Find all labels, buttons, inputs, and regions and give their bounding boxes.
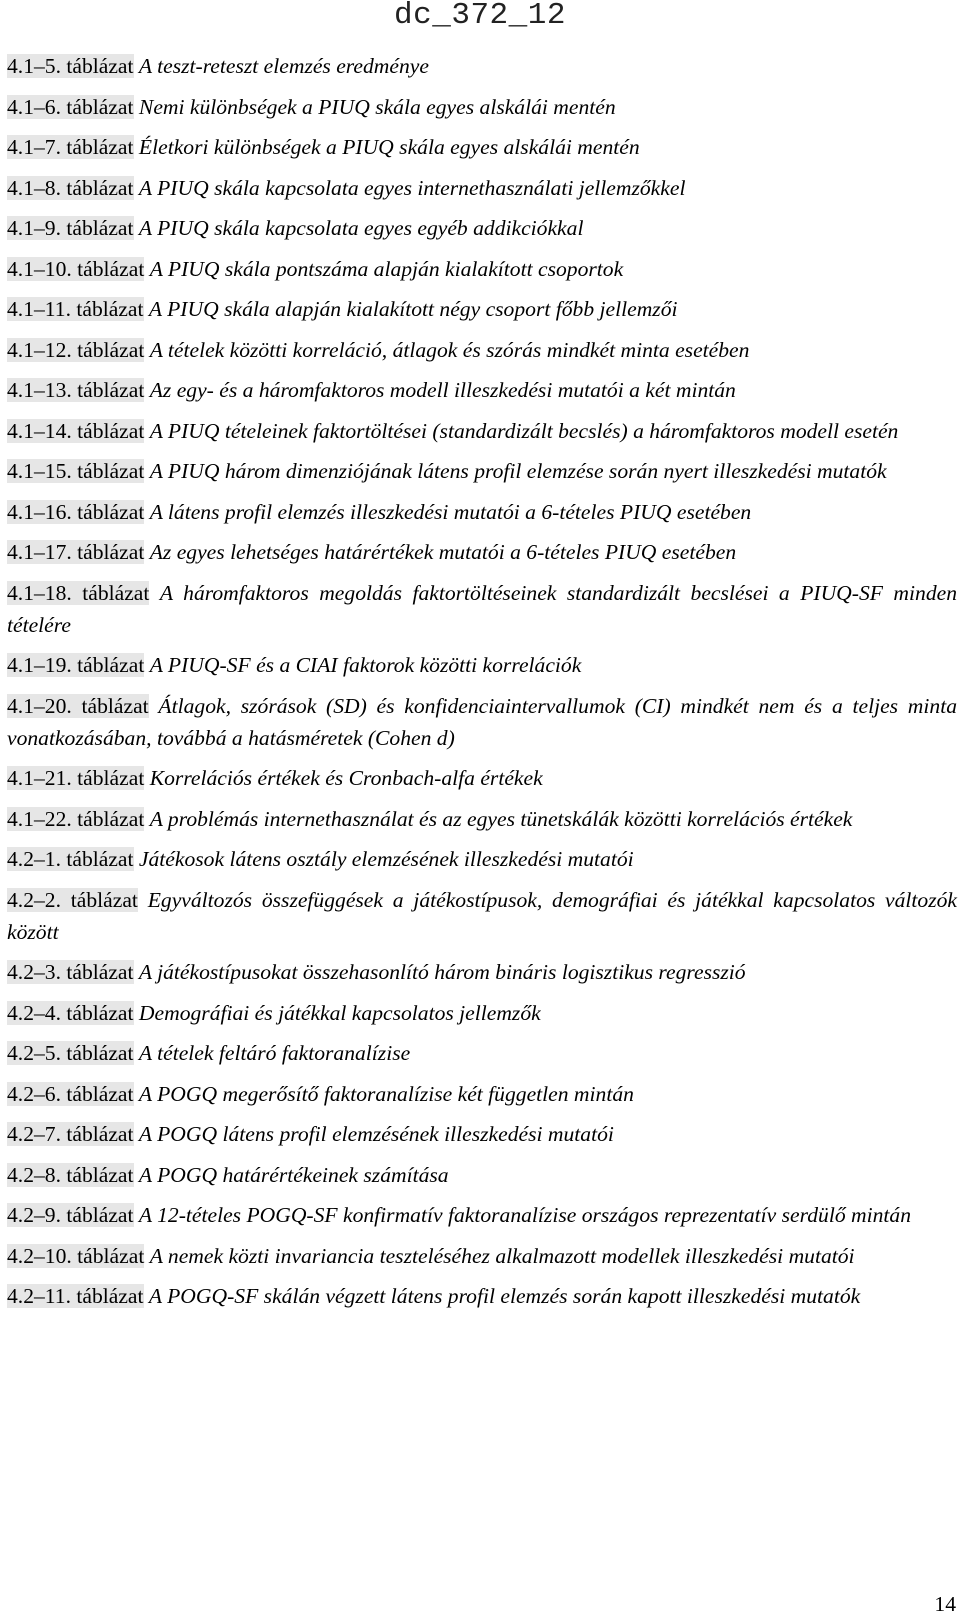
table-number-label: 4.1–6. táblázat (7, 94, 134, 119)
table-caption: Korrelációs értékek és Cronbach-alfa értékek (149, 766, 543, 790)
table-caption: Életkori különbségek a PIUQ skála egyes alskálái mentén (138, 135, 640, 159)
table-list-item[interactable] (7, 131, 957, 163)
table-caption: Átlagok, szórások (SD) és konfidenciaintervallumok (CI) mindkét nem és a teljes minta vonatkozásában, továbbá a hatásméretek (Cohen d) (7, 693, 957, 750)
table-number-label: 4.1–20. táblázat (7, 693, 149, 718)
table-number-label: 4.2–10. táblázat (7, 1243, 145, 1268)
table-caption: Nemi különbségek a PIUQ skála egyes alskálái mentén (138, 94, 616, 119)
table-caption: A PIUQ skála kapcsolata egyes internethasználati jellemzőkkel (138, 175, 686, 200)
table-caption: Játékosok látens osztály elemzésének illeszkedési mutatói (138, 847, 634, 871)
table-caption: A problémás internethasználat és az egyes tünetskálák közötti korrelációs értékek (149, 806, 853, 831)
table-number-label: 4.1–22. táblázat (7, 806, 145, 831)
table-list-item[interactable] (7, 1240, 957, 1272)
table-number-label: 4.2–7. táblázat (7, 1122, 134, 1146)
table-caption: A POGQ-SF skálán végzett látens profil elemzés során kapott illeszkedési mutatók (148, 1284, 861, 1308)
table-caption: A PIUQ három dimenziójának látens profil elemzése során nyert illeszkedési mutatók (149, 459, 887, 483)
table-number-label: 4.1–14. táblázat (7, 418, 145, 443)
table-list-item[interactable] (7, 334, 957, 366)
table-caption: A PIUQ skála kapcsolata egyes egyéb addikciókkal (138, 216, 584, 240)
table-caption: A látens profil elemzés illeszkedési mutatói a 6-tételes PIUQ esetében (149, 499, 752, 524)
table-list-item[interactable] (7, 690, 957, 754)
table-list-item[interactable] (7, 172, 957, 204)
table-number-label: 4.1–7. táblázat (7, 135, 134, 159)
table-number-label: 4.2–5. táblázat (7, 1041, 134, 1065)
table-caption: A játékostípusokat összehasonlító három bináris logisztikus regresszió (138, 960, 746, 984)
table-list-item[interactable] (7, 1078, 957, 1110)
table-caption: A POGQ látens profil elemzésének illeszkedési mutatói (138, 1122, 614, 1146)
table-number-label: 4.2–2. táblázat (7, 887, 138, 912)
table-caption: A tételek feltáró faktoranalízise (138, 1041, 411, 1065)
document-id-header: dc_372_12 (394, 0, 566, 33)
table-list-item[interactable] (7, 496, 957, 528)
table-list-item[interactable] (7, 293, 957, 325)
table-number-label: 4.1–11. táblázat (7, 297, 144, 321)
table-number-label: 4.1–21. táblázat (7, 766, 145, 790)
table-caption: A POGQ határértékeinek számítása (138, 1162, 449, 1187)
table-caption: Az egy- és a háromfaktoros modell illeszkedési mutatói a két mintán (149, 378, 736, 402)
table-list-item[interactable] (7, 536, 957, 568)
table-list-item[interactable] (7, 1118, 957, 1150)
table-list-item[interactable] (7, 374, 957, 406)
table-caption: A PIUQ skála alapján kialakított négy csoport főbb jellemzői (148, 297, 678, 321)
table-list-item[interactable] (7, 253, 957, 285)
table-caption: A PIUQ skála pontszáma alapján kialakított csoportok (149, 256, 624, 281)
table-list-item[interactable] (7, 1280, 957, 1312)
table-number-label: 4.1–8. táblázat (7, 175, 134, 200)
table-list-item[interactable] (7, 803, 957, 835)
table-caption: Egyváltozós összefüggések a játékostípusok, demográfiai és játékkal kapcsolatos változók között (7, 887, 958, 944)
table-list-item[interactable] (7, 843, 957, 875)
table-list-item[interactable] (7, 1199, 957, 1231)
table-list (7, 50, 957, 1321)
table-caption: A PIUQ-SF és a CIAI faktorok közötti korrelációk (149, 653, 582, 677)
table-number-label: 4.2–1. táblázat (7, 847, 134, 871)
page-number: 14 (934, 1592, 956, 1616)
table-number-label: 4.1–16. táblázat (7, 499, 145, 524)
table-caption: A háromfaktoros megoldás faktortöltéseinek standardizált becslései a PIUQ-SF minden tételére (7, 580, 958, 637)
table-caption: A tételek közötti korreláció, átlagok és szórás mindkét minta esetében (149, 337, 750, 362)
table-list-item[interactable] (7, 577, 957, 641)
table-list-item[interactable] (7, 455, 957, 487)
table-caption: A 12-tételes POGQ-SF konfirmatív faktoranalízise országos reprezentatív serdülő mintán (138, 1203, 912, 1227)
table-number-label: 4.1–18. táblázat (7, 580, 150, 605)
table-caption: A teszt-reteszt elemzés eredménye (138, 54, 429, 78)
table-list-item[interactable] (7, 212, 957, 244)
table-list-item[interactable] (7, 415, 957, 447)
table-list-item[interactable] (7, 1159, 957, 1191)
table-list-item[interactable] (7, 762, 957, 794)
table-number-label: 4.1–17. táblázat (7, 540, 145, 564)
table-list-item[interactable] (7, 956, 957, 988)
table-list-item[interactable] (7, 997, 957, 1029)
table-number-label: 4.2–9. táblázat (7, 1203, 134, 1227)
table-list-item[interactable] (7, 884, 957, 948)
table-caption: A nemek közti invariancia teszteléséhez alkalmazott modellek illeszkedési mutatói (149, 1243, 855, 1268)
table-number-label: 4.1–12. táblázat (7, 337, 145, 362)
table-list-item[interactable] (7, 649, 957, 681)
table-number-label: 4.2–3. táblázat (7, 960, 134, 984)
table-number-label: 4.2–8. táblázat (7, 1162, 134, 1187)
table-number-label: 4.1–15. táblázat (7, 459, 145, 483)
table-caption: A PIUQ tételeinek faktortöltései (standardizált becslés) a háromfaktoros modell esetén (149, 418, 899, 443)
table-number-label: 4.2–6. táblázat (7, 1081, 134, 1106)
table-number-label: 4.1–19. táblázat (7, 653, 145, 677)
table-number-label: 4.1–13. táblázat (7, 378, 145, 402)
table-caption: Demográfiai és játékkal kapcsolatos jellemzők (138, 1000, 541, 1025)
table-caption: A POGQ megerősítő faktoranalízise két független mintán (138, 1081, 634, 1106)
table-number-label: 4.1–9. táblázat (7, 216, 134, 240)
table-number-label: 4.1–10. táblázat (7, 256, 145, 281)
table-list-item[interactable] (7, 91, 957, 123)
table-number-label: 4.1–5. táblázat (7, 54, 134, 78)
table-list-item[interactable] (7, 1037, 957, 1069)
table-number-label: 4.2–4. táblázat (7, 1000, 134, 1025)
table-list-item[interactable] (7, 50, 957, 82)
table-caption: Az egyes lehetséges határértékek mutatói a 6-tételes PIUQ esetében (149, 540, 737, 564)
table-number-label: 4.2–11. táblázat (7, 1284, 144, 1308)
